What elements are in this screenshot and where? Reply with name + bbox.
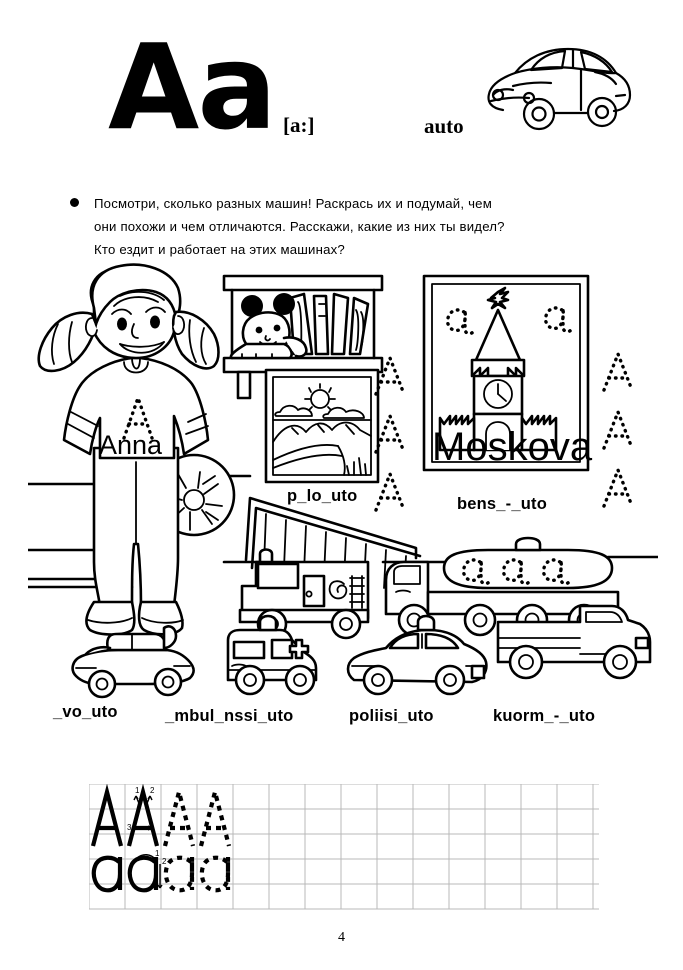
car-icon — [473, 38, 643, 143]
practice-cell-lowercase-dotted-2 — [202, 857, 228, 890]
vehicle-label: _vo_uto — [53, 703, 118, 721]
margin-trace-letters-right — [604, 354, 632, 506]
ambulance-illustration — [228, 616, 316, 694]
practice-cell-uppercase-solid — [93, 792, 121, 846]
margin-trace-letters-middle — [376, 358, 404, 510]
stroke-number: 3 — [127, 823, 132, 832]
handwriting-practice-grid — [89, 784, 599, 910]
vehicle-label: bens_-_uto — [457, 495, 548, 513]
instruction-line: Посмотри, сколько разных машин! Раскрась их и подумай, чем — [94, 196, 492, 211]
page-header — [0, 0, 683, 175]
stroke-number: 1 — [135, 786, 140, 795]
landscape-picture-illustration — [266, 370, 378, 482]
practice-cell-uppercase-dotted-2 — [201, 792, 229, 846]
vehicle-label: poliisi_uto — [349, 707, 434, 725]
page-title: Aa — [108, 18, 275, 156]
practice-cell-lowercase-solid — [94, 857, 120, 890]
bullet-dot-icon — [70, 198, 79, 207]
stroke-number: 2 — [150, 786, 155, 795]
practice-cell-uppercase-strokes — [127, 786, 157, 846]
stroke-number: 2 — [162, 857, 167, 866]
keyword-label: auto — [424, 114, 464, 138]
poster-caption: Moskova — [432, 425, 593, 469]
practice-cell-uppercase-dotted-1 — [165, 792, 193, 846]
phonetic-transcription: [a:] — [283, 113, 315, 137]
page-number: 4 — [338, 930, 345, 945]
vehicle-label: p_lo_uto — [287, 487, 358, 505]
shirt-name-text: Anna — [99, 430, 163, 460]
vehicle-label: _mbul_nssi_uto — [165, 707, 294, 725]
instructions-block — [70, 192, 615, 261]
instruction-line: они похожи и чем отличаются. Расскажи, какие из них ты видел? — [94, 219, 505, 234]
convertible-car-illustration — [73, 626, 194, 697]
grid-lines — [89, 784, 599, 909]
stroke-number: 1 — [155, 849, 160, 858]
instruction-line: Кто ездит и работает на этих машинах? — [94, 242, 345, 257]
vehicle-label: kuorm_-_uto — [493, 707, 596, 725]
practice-cell-lowercase-dotted-1 — [166, 857, 192, 890]
moskova-kremlin-poster — [424, 276, 593, 470]
police-car-illustration — [348, 616, 486, 694]
